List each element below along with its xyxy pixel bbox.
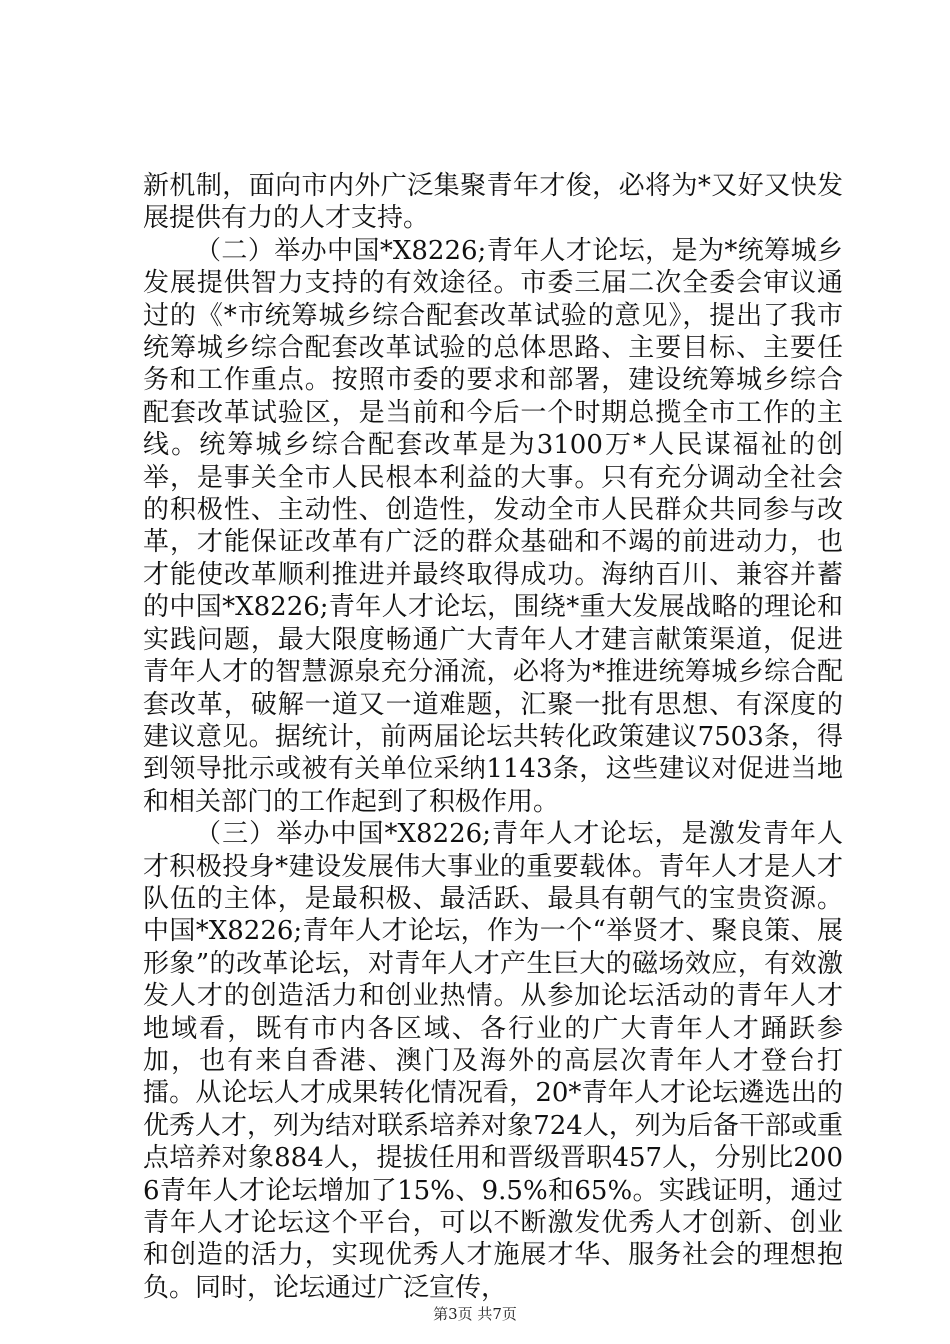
paragraph-3: （三）举办中国*X8226;青年人才论坛，是激发青年人才积极投身*建设发展伟大事业的重要载体。青年人才是人才队伍的主体，是最积极、最活跃、最具有朝气的宝贵资源。中国*X8226;青年人才论坛，作为一个“举贤才、聚良策、展形象”的改革论坛，对青年人才产生巨大的磁场效应，有效激发人才的创造活力和创业热情。从参加论坛活动的青年人才地域看，既有市内各区域、各行业的广大青年人才踊跃参加，也有来自香港、澳门及海外的高层次青年人才登台打擂。从论坛人才成果转化情况看，20*青年人才论坛遴选出的优秀人才，列为结对联系培养对象724人，列为后备干部或重点培养对象884人，提拔任用和晋级晋职457人，分别比2006青年人才论坛增加了15%、9.5%和65%。实践证明，通过青年人才论坛这个平台，可以不断激发优秀人才创新、创业和创造的活力，实现优秀人才施展才华、服务社会的理想抱负。同时，论坛通过广泛宣传， xyxy=(143,819,843,1303)
paragraph-2: （二）举办中国*X8226;青年人才论坛，是为*统筹城乡发展提供智力支持的有效途径。市委三届二次全委会审议通过的《*市统筹城乡综合配套改革试验的意见》，提出了我市统筹城乡综合配套改革试验的总体思路、主要目标、主要任务和工作重点。按照市委的要求和部署，建设统筹城乡综合配套改革试验区，是当前和今后一个时期总揽全市工作的主线。统筹城乡综合配套改革是为3100万*人民谋福祉的创举，是事关全市人民根本利益的大事。只有充分调动全社会的积极性、主动性、创造性，发动全市人民群众共同参与改革，才能保证改革有广泛的群众基础和不竭的前进动力，也才能使改革顺利推进并最终取得成功。海纳百川、兼容并蓄的中国*X8226;青年人才论坛，围绕*重大发展战略的理论和实践问题，最大限度畅通广大青年人才建言献策渠道，促进青年人才的智慧源泉充分涌流，必将为*推进统筹城乡综合配套改革，破解一道又一道难题，汇聚一批有思想、有深度的建议意见。据统计，前两届论坛共转化政策建议7503条，得到领导批示或被有关单位采纳1143条，这些建议对促进当地和相关部门的工作起到了积极作用。 xyxy=(143,235,843,817)
document-body xyxy=(143,170,843,1304)
page-number-footer: 第3页 共7页 xyxy=(433,1305,517,1323)
paragraph-1: 新机制，面向市内外广泛集聚青年才俊，必将为*又好又快发展提供有力的人才支持。 xyxy=(143,171,843,234)
